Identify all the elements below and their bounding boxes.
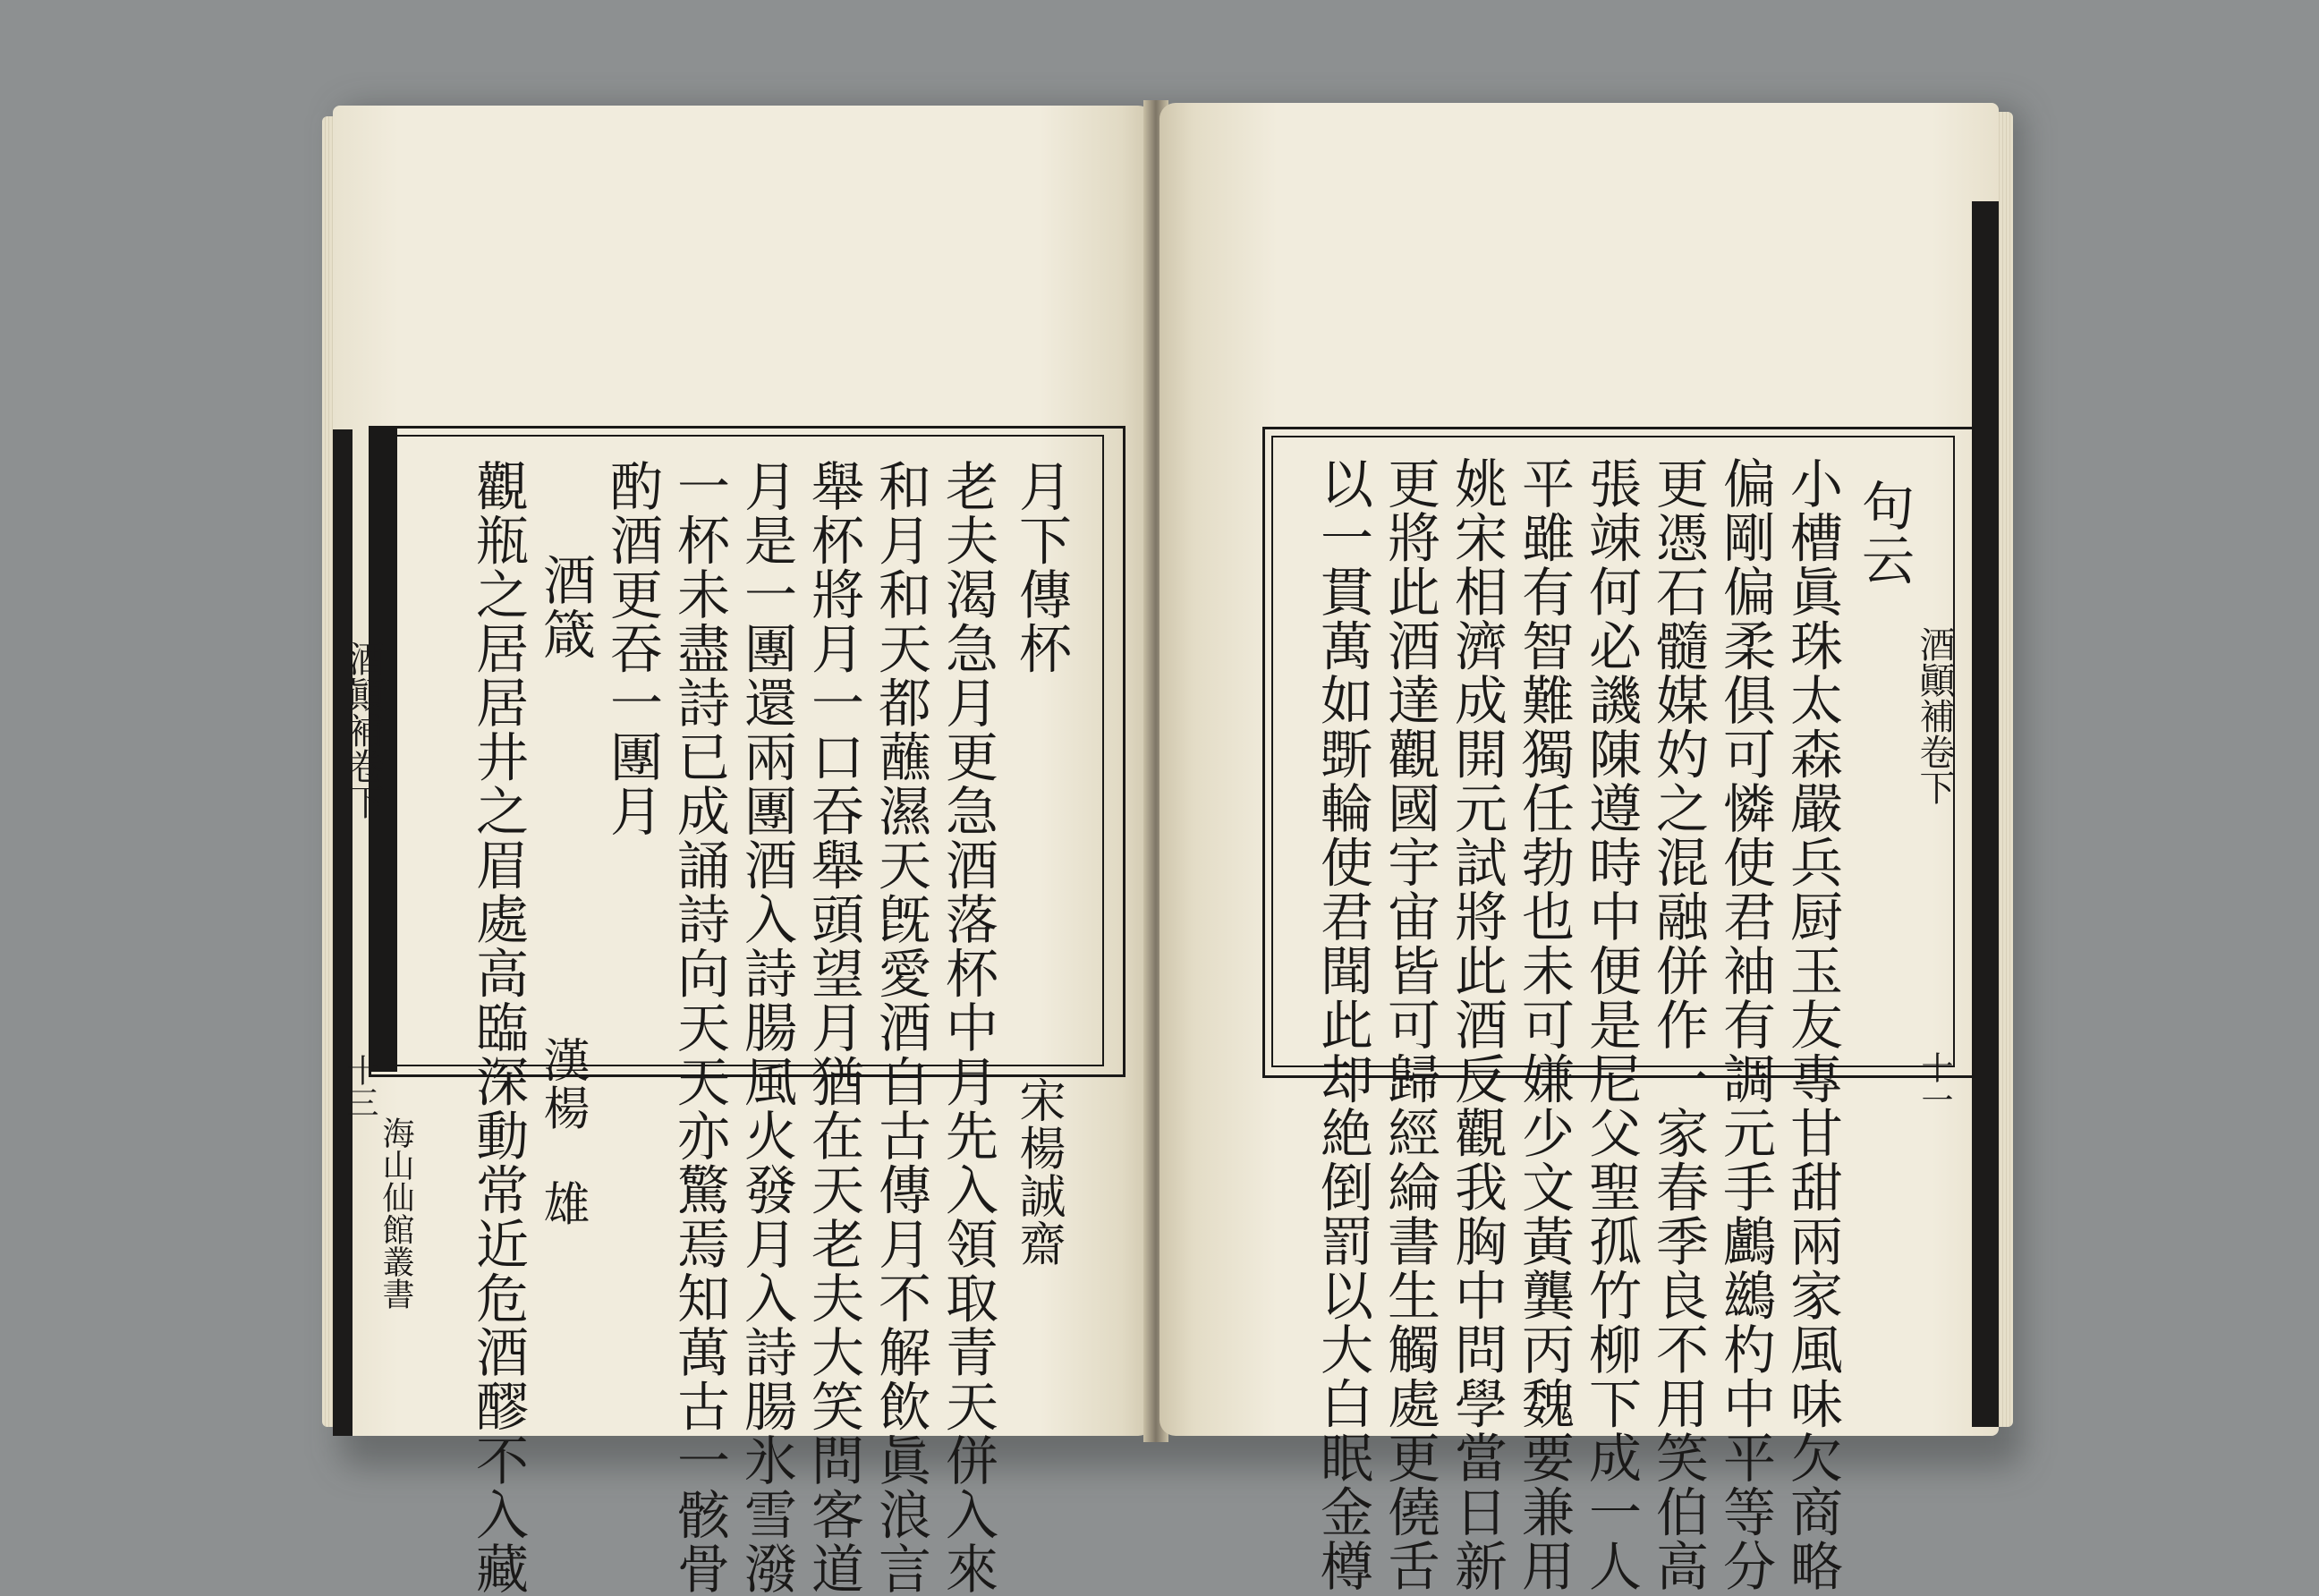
left-body-line-4: 月是一團還兩團酒入詩腸風火發月入詩腸氷雪潑	[735, 459, 797, 1596]
right-body-line-4: 張竦何必譏陳遵時中便是尼父聖孤竹柳下成一人	[1580, 456, 1642, 1593]
right-body-line-7: 更將此酒達觀國宇宙皆可歸經綸書生觸處更僥舌	[1379, 456, 1440, 1593]
left-body-line-6: 酌酒更吞一團月	[601, 459, 663, 838]
left-page-number: 十三	[342, 1054, 378, 1118]
left-body2-line-1: 觀瓶之居居井之眉處高臨深動常近危酒醪不入藏	[467, 459, 529, 1596]
right-page	[1160, 103, 1999, 1593]
left-author-2: 漢楊 雄	[535, 1036, 589, 1227]
right-center-title: 酒顚補卷下	[1914, 626, 1955, 805]
right-page-number: 十一	[1916, 1051, 1953, 1116]
left-author: 宋楊誠齋	[1011, 1076, 1065, 1268]
left-body-line-3: 舉杯將月一口吞舉頭望月猶在天老夫大笑問客道	[803, 459, 864, 1596]
left-heading-2: 酒箴	[534, 553, 596, 661]
right-body-line-2: 偏剛偏柔俱可憐使君袖有調元手鸕鷀杓中平等分	[1714, 456, 1776, 1593]
left-page	[333, 106, 1154, 1596]
right-body-line-1: 小槽眞珠太森嚴兵厨玉友專甘甜兩家風味欠商略	[1781, 456, 1843, 1593]
left-publisher: 海山仙館叢書	[378, 1116, 414, 1310]
left-heading: 月下傳杯	[1010, 459, 1072, 675]
left-center-title: 酒顚補卷下	[343, 641, 384, 819]
right-body-line-5: 平雖有智難獨任勃也未可嫌少文黃龔丙魏要兼用	[1513, 456, 1575, 1593]
right-body-line-8: 以一貫萬如斲輪使君聞此却絶倒罰以大白眠金樽	[1312, 456, 1373, 1593]
left-body-line-1: 老夫渴急月更急酒落杯中月先入領取青天併入來	[937, 459, 998, 1596]
right-body-line-3: 更憑石髓媒妁之混融併作一家春季良不用笑伯高	[1647, 456, 1709, 1593]
left-body-line-5: 一杯未盡詩已成誦詩向天天亦驚焉知萬古一骸骨	[668, 459, 730, 1596]
right-lead: 句云	[1853, 479, 1915, 587]
left-spine-bleed	[333, 429, 353, 1436]
left-body-line-2: 和月和天都蘸濕天旣愛酒自古傳月不解飲眞浪言	[870, 459, 931, 1596]
right-spine-bleed	[1972, 201, 1999, 1427]
right-body-line-6: 姚宋相濟成開元試將此酒反觀我胸中問學當日新	[1446, 456, 1508, 1593]
